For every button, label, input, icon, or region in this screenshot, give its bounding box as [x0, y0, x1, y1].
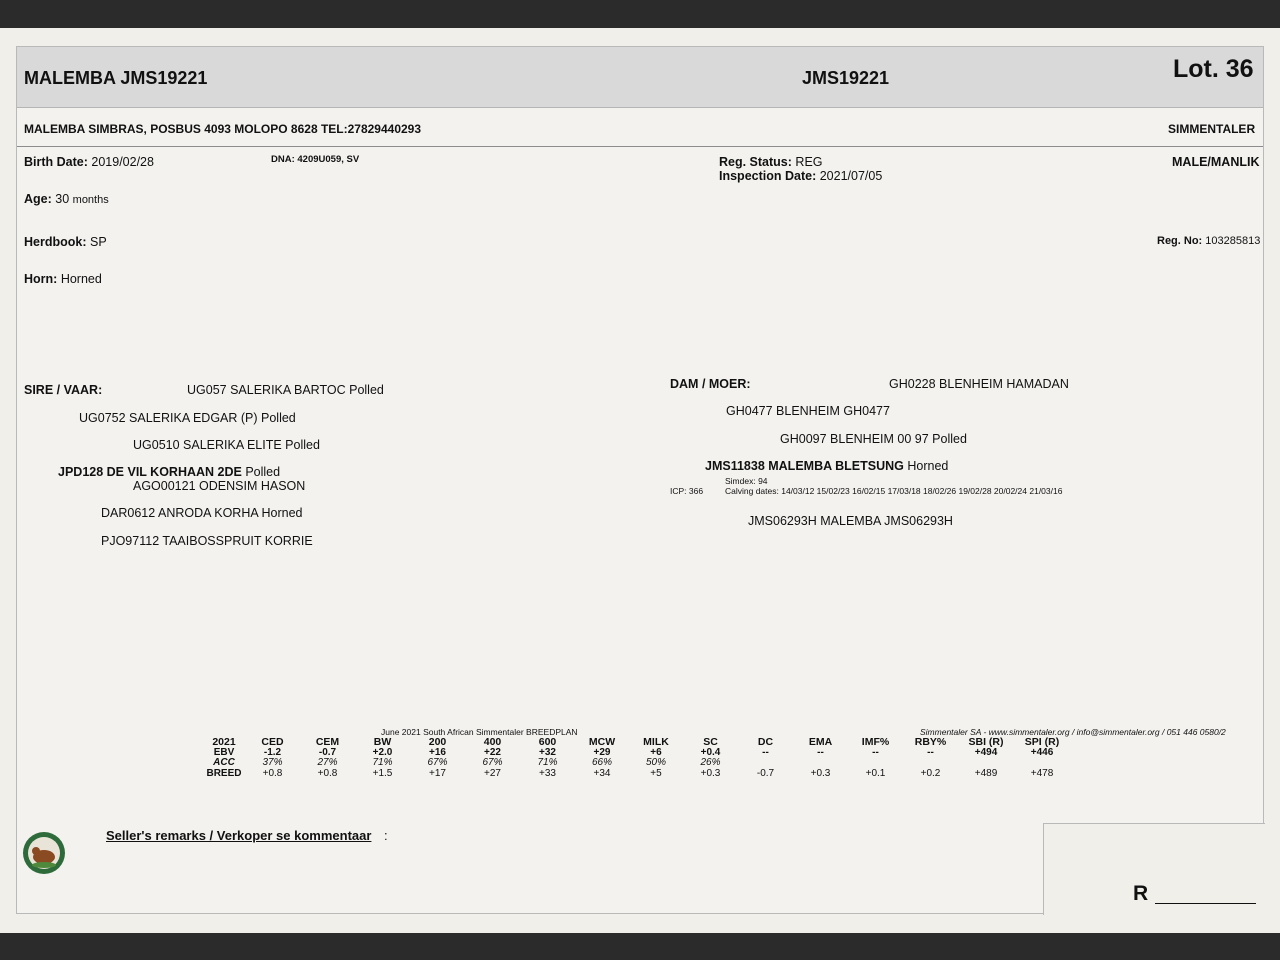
ebv-cell: -- [927, 746, 934, 758]
breed-cell: -0.7 [756, 767, 775, 779]
ebv-header-cell: 200 [428, 736, 447, 748]
dam-dam-horn: Horned [903, 459, 949, 473]
breed-cell: +1.5 [372, 767, 393, 779]
breedplan-contact: Simmentaler SA - www.simmentaler.org / info@simmentaler.org / 051 446 0580/2 [920, 727, 1226, 737]
breed-cell: +0.2 [920, 767, 941, 779]
acc-cell: ACC [213, 757, 235, 768]
acc-cell: 67% [482, 757, 503, 768]
dna-info: DNA: 4209U059, SV [271, 154, 360, 165]
acc-cell [903, 758, 958, 769]
price-input-line[interactable] [1155, 903, 1256, 904]
breed-cell: +0.3 [810, 767, 831, 779]
reg-status-value: REG [795, 155, 823, 169]
ebv-header-cell: MILK [643, 736, 669, 748]
ebv-header-cell: BW [373, 736, 392, 748]
reg-no-label: Reg. No: [1157, 235, 1203, 247]
acc-cell [848, 758, 903, 769]
reg-status [719, 155, 823, 169]
acc-cell: 71% [372, 757, 393, 768]
ebv-header-cell: IMF% [861, 736, 890, 748]
ebv-cell: EBV [213, 746, 235, 758]
animal-name: MALEMBA JMS19221 [24, 68, 208, 88]
ebv-cell: +2.0 [372, 746, 393, 758]
dam-dam [705, 459, 948, 473]
breed-cell: +33 [539, 767, 556, 779]
acc-cell [738, 758, 793, 769]
ebv-cell: +6 [650, 746, 662, 758]
horn [24, 272, 102, 286]
acc-row [203, 758, 1070, 769]
ebv-header-cell: CEM [315, 736, 340, 748]
acc-cell: 26% [700, 757, 721, 768]
animal-code: JMS19221 [802, 68, 890, 88]
dam-label: DAM / MOER: [670, 377, 751, 391]
breeder-address: MALEMBA SIMBRAS, POSBUS 4093 MOLOPO 8628 TEL:27829440293 [24, 122, 422, 136]
breed-cell: +34 [593, 767, 611, 779]
sex-label: MALE/MANLIK [1172, 155, 1260, 169]
ebv-header-cell: SPI (R) [1024, 736, 1060, 748]
horn-value: Horned [60, 272, 102, 286]
acc-cell: 67% [427, 757, 448, 768]
ebv-header-cell: RBY% [914, 736, 947, 748]
birth-date [24, 155, 154, 169]
sire-dam-sire: AGO00121 ODENSIM HASON [133, 479, 306, 493]
price-currency-label: R [1133, 882, 1149, 905]
inspection-date [719, 169, 882, 183]
ebv-header-cell: SBI (R) [968, 736, 1004, 748]
ebv-cell: +29 [593, 746, 611, 758]
ebv-cell: +32 [539, 746, 556, 758]
inspection-value: 2021/07/05 [819, 169, 883, 183]
calving-dates: Calving dates: 14/03/12 15/02/23 16/02/15 17/03/18 18/02/26 19/02/28 20/02/24 21/03/16 [725, 486, 1063, 496]
reg-no [1157, 235, 1260, 247]
acc-cell: 27% [317, 757, 338, 768]
age-label: Age: [24, 192, 52, 206]
ebv-header-cell: MCW [588, 736, 616, 748]
ebv-header-cell: EMA [808, 736, 833, 748]
ebv-header-cell: CED [261, 736, 284, 748]
simdex: Simdex: 94 [725, 476, 768, 486]
breed-cell: +0.1 [865, 767, 886, 779]
ebv-header-cell: 2021 [212, 736, 236, 748]
seller-remarks-colon: : [384, 828, 388, 843]
ebv-header-cell: 400 [483, 736, 502, 748]
breed-row [203, 769, 1070, 780]
ebv-table [203, 737, 1070, 779]
sire-name: UG057 SALERIKA BARTOC Polled [187, 383, 384, 397]
acc-cell [958, 758, 1014, 769]
lot-number: Lot. 36 [1173, 55, 1254, 83]
ebv-header-cell: DC [757, 736, 774, 748]
birth-date-value: 2019/02/28 [91, 155, 154, 169]
top-dark-bar [0, 0, 1280, 28]
birth-date-label: Birth Date: [24, 155, 88, 169]
sire-dam-dam: DAR0612 ANRODA KORHA Horned [101, 506, 303, 520]
breed-cell: +0.8 [262, 767, 283, 779]
acc-cell: 66% [591, 757, 612, 768]
breed-cell: +27 [484, 767, 501, 779]
sire-dam-horn: Polled [241, 465, 281, 479]
acc-cell [1014, 758, 1070, 769]
herdbook [24, 235, 107, 249]
breed-cell: +489 [974, 767, 998, 779]
breed-label: SIMMENTALER [1168, 122, 1256, 136]
ebv-header-cell: 600 [538, 736, 557, 748]
sire-label: SIRE / VAAR: [24, 383, 103, 397]
ebv-header-row [203, 737, 1070, 748]
herdbook-value: SP [89, 235, 107, 249]
breedplan-title: June 2021 South African Simmentaler BREEDPLAN [381, 727, 578, 737]
ebv-header-cell: SC [703, 736, 718, 748]
reg-status-label: Reg. Status: [719, 155, 792, 169]
ebv-cell: +16 [429, 746, 446, 758]
dam-sire-sire: GH0097 BLENHEIM 00 97 Polled [780, 432, 967, 446]
breed-cell: +478 [1030, 767, 1054, 779]
ebv-cell: -- [762, 746, 769, 758]
ebv-cell: +22 [484, 746, 501, 758]
ebv-cell: -0.7 [318, 746, 337, 758]
age-unit: months [72, 194, 109, 206]
sire-dam-dam-dam: PJO97112 TAAIBOSSPRUIT KORRIE [101, 534, 313, 548]
sire-sire: UG0752 SALERIKA EDGAR (P) Polled [79, 411, 296, 425]
icp: ICP: 366 [670, 486, 704, 496]
breed-cell: +0.8 [317, 767, 338, 779]
bottom-dark-bar [0, 933, 1280, 960]
ebv-cell: -- [872, 746, 879, 758]
seller-remarks-label: Seller's remarks / Verkoper se kommentaar [106, 828, 372, 843]
reg-no-value: 103285813 [1205, 235, 1261, 247]
ebv-cell: -- [817, 746, 824, 758]
acc-cell: 50% [645, 757, 666, 768]
inspection-label: Inspection Date: [719, 169, 817, 183]
acc-cell: 37% [262, 757, 283, 768]
sire-dam [58, 465, 280, 479]
breed-cell: BREED [206, 767, 242, 779]
herdbook-label: Herdbook: [24, 235, 87, 249]
simmentaler-logo-icon [22, 831, 66, 875]
ebv-cell: +446 [1030, 746, 1054, 758]
ebv-cell: +0.4 [700, 746, 721, 758]
acc-cell: 71% [537, 757, 558, 768]
acc-cell [793, 758, 848, 769]
dam-name: GH0228 BLENHEIM HAMADAN [889, 377, 1069, 391]
breed-cell: +5 [650, 767, 662, 779]
breed-cell: +17 [429, 767, 446, 779]
price-box [1043, 823, 1265, 915]
sire-sire-sire: UG0510 SALERIKA ELITE Polled [133, 438, 320, 452]
sire-dam-name: JPD128 DE VIL KORHAAN 2DE [58, 465, 242, 479]
horn-label: Horn: [24, 272, 58, 286]
dam-sire: GH0477 BLENHEIM GH0477 [726, 404, 890, 418]
dam-dam-dam: JMS06293H MALEMBA JMS06293H [748, 514, 953, 528]
age [24, 192, 109, 206]
ebv-cell: -1.2 [263, 746, 282, 758]
breed-cell: +0.3 [700, 767, 721, 779]
age-value: 30 [55, 192, 70, 206]
dam-dam-name: JMS11838 MALEMBA BLETSUNG [705, 459, 904, 473]
ebv-cell: +494 [974, 746, 998, 758]
